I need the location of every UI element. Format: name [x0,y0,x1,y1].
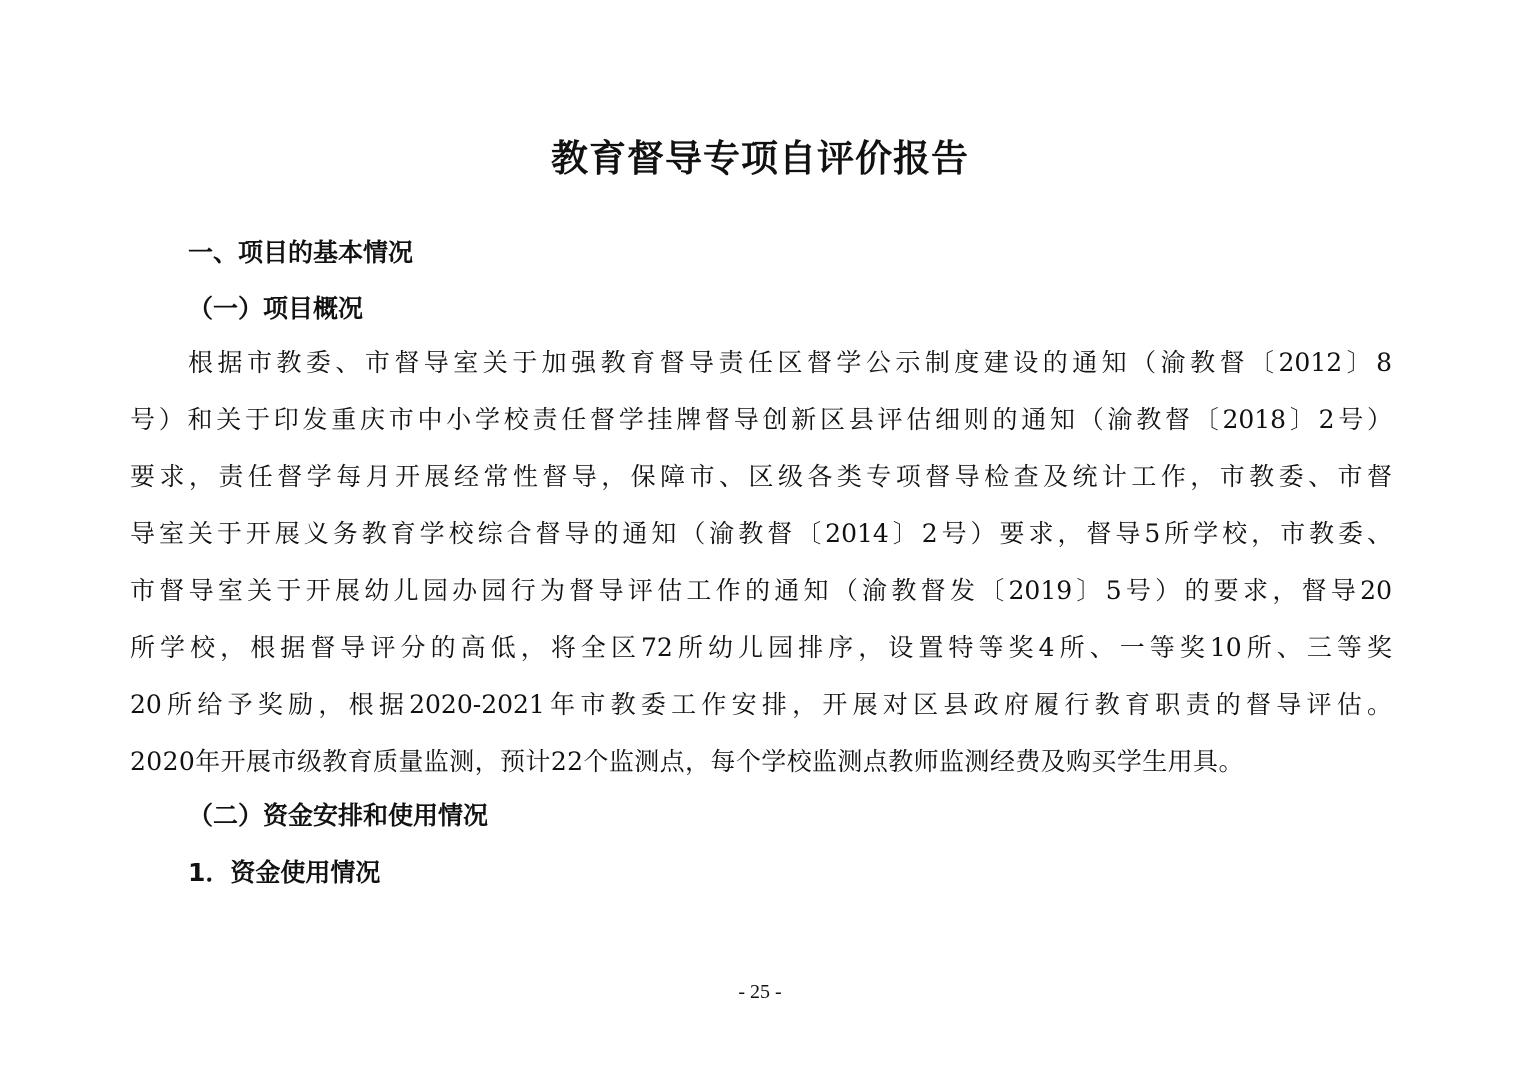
paragraph-line: 根据市教委、市督导室关于加强教育督导责任区督学公示制度建设的通知（渝教督〔2012〕8 [188,348,1392,377]
paragraph-line: 市督导室关于开展幼儿园办园行为督导评估工作的通知（渝教督发〔2019〕5号）的要求，督导20 [130,576,1392,605]
item-heading-fund-usage: 1．资金使用情况 [188,858,381,887]
document-title: 教育督导专项自评价报告 [551,136,969,180]
project-overview-paragraph [130,345,1392,801]
paragraph-line: 要求，责任督学每月开展经常性督导，保障市、区级各类专项督导检查及统计工作，市教委、市督 [130,462,1392,491]
paragraph-line: 所学校，根据督导评分的高低，将全区72所幼儿园排序，设置特等奖4所、一等奖10所、三等奖 [130,633,1392,662]
subsection-heading-funding: （二）资金安排和使用情况 [188,801,489,830]
section-heading-basic-info: 一、项目的基本情况 [188,238,414,267]
page-number: - 25 - [738,981,782,1003]
paragraph-line: 2020年开展市级教育质量监测，预计22个监测点，每个学校监测点教师监测经费及购买学生用具。 [130,747,1244,776]
subsection-heading-project-overview: （一）项目概况 [188,294,364,323]
paragraph-line: 导室关于开展义务教育学校综合督导的通知（渝教督〔2014〕2号）要求，督导5所学校，市教委、 [130,519,1392,548]
paragraph-line: 号）和关于印发重庆市中小学校责任督学挂牌督导创新区县评估细则的通知（渝教督〔2018〕2号） [130,405,1392,434]
paragraph-line: 20所给予奖励，根据2020-2021年市教委工作安排，开展对区县政府履行教育职责的督导评估。 [130,690,1392,719]
